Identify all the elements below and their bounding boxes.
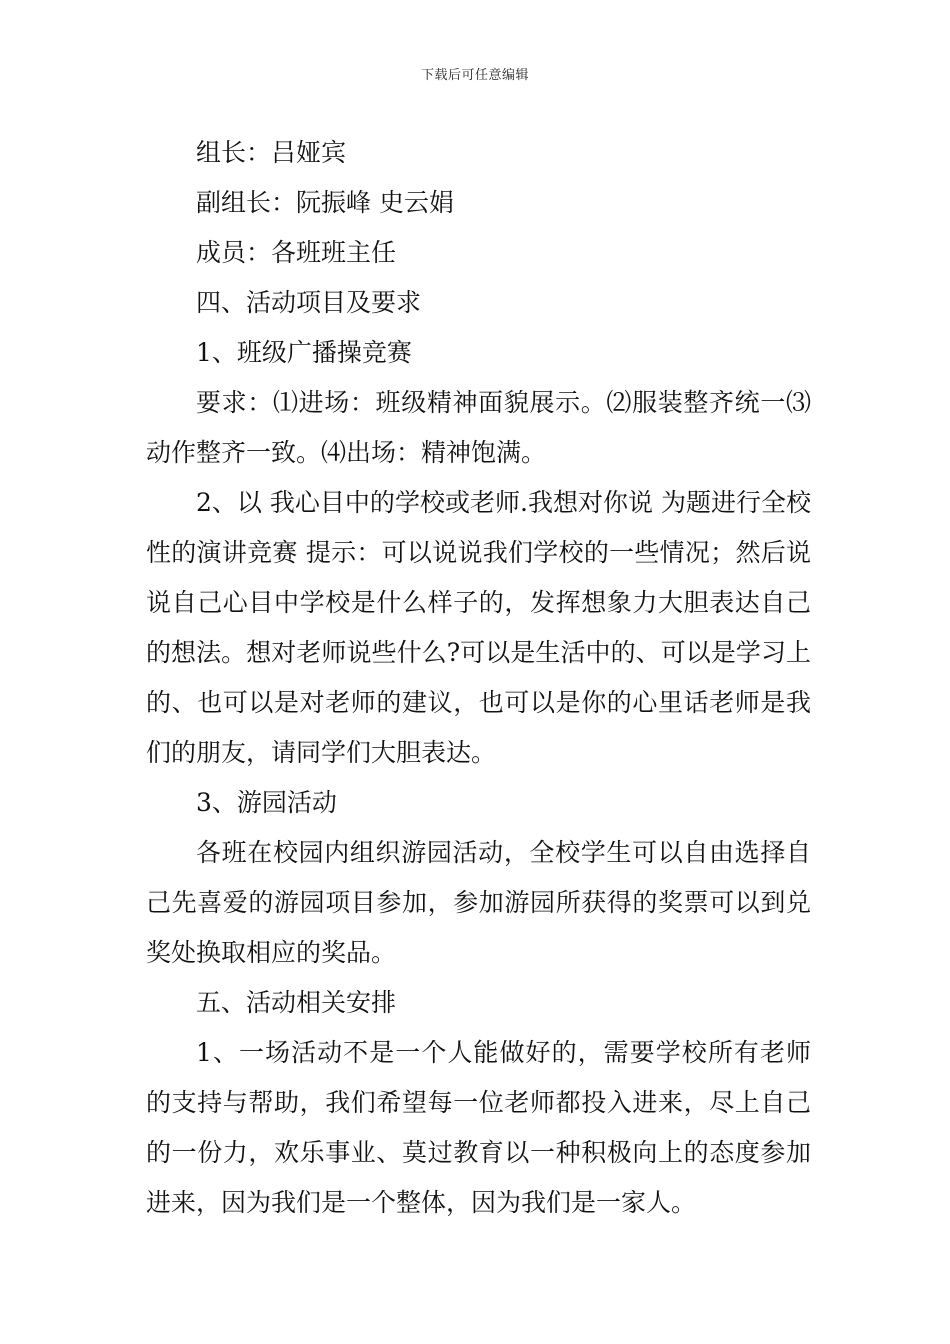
page-header: 下载后可任意编辑 — [420, 68, 529, 83]
document-body — [146, 128, 811, 1228]
section-heading-4: 四、活动项目及要求 — [196, 288, 422, 317]
paragraph-speech-contest: 2、以 我心目中的学校或老师.我想对你说 为题进行全校性的演讲竞赛 提示：可以说说我们学校的一些情况；然后说说自己心目中学校是什么样子的，发挥想象力大胆表达自己的想法。想对老师说些什么?可以是生活中的、可以是学习上的、也可以是对老师的建议，也可以是你的心里话老师是我们的朋友，请同学们大胆表达。 — [146, 488, 811, 767]
item-heading-3: 3、游园活动 — [196, 788, 337, 817]
paragraph-leader: 组长：吕娅宾 — [196, 138, 347, 167]
section-heading-5: 五、活动相关安排 — [196, 988, 397, 1017]
item-heading-1: 1、班级广播操竞赛 — [196, 338, 412, 367]
paragraph-deputy-leader: 副组长：阮振峰 史云娟 — [196, 188, 454, 217]
paragraph-requirements: 要求：⑴进场：班级精神面貌展示。⑵服装整齐统一⑶动作整齐一致。⑷出场：精神饱满。 — [146, 388, 811, 467]
paragraph-members: 成员：各班班主任 — [196, 238, 397, 267]
paragraph-arrangements: 1、一场活动不是一个人能做好的，需要学校所有老师的支持与帮助，我们希望每一位老师都投入进来，尽上自己的一份力，欢乐事业、莫过教育以一种积极向上的态度参加进来，因为我们是一个整体，因为我们是一家人。 — [146, 1038, 811, 1217]
paragraph-garden-activity: 各班在校园内组织游园活动，全校学生可以自由选择自己先喜爱的游园项目参加，参加游园所获得的奖票可以到兑奖处换取相应的奖品。 — [146, 838, 811, 967]
